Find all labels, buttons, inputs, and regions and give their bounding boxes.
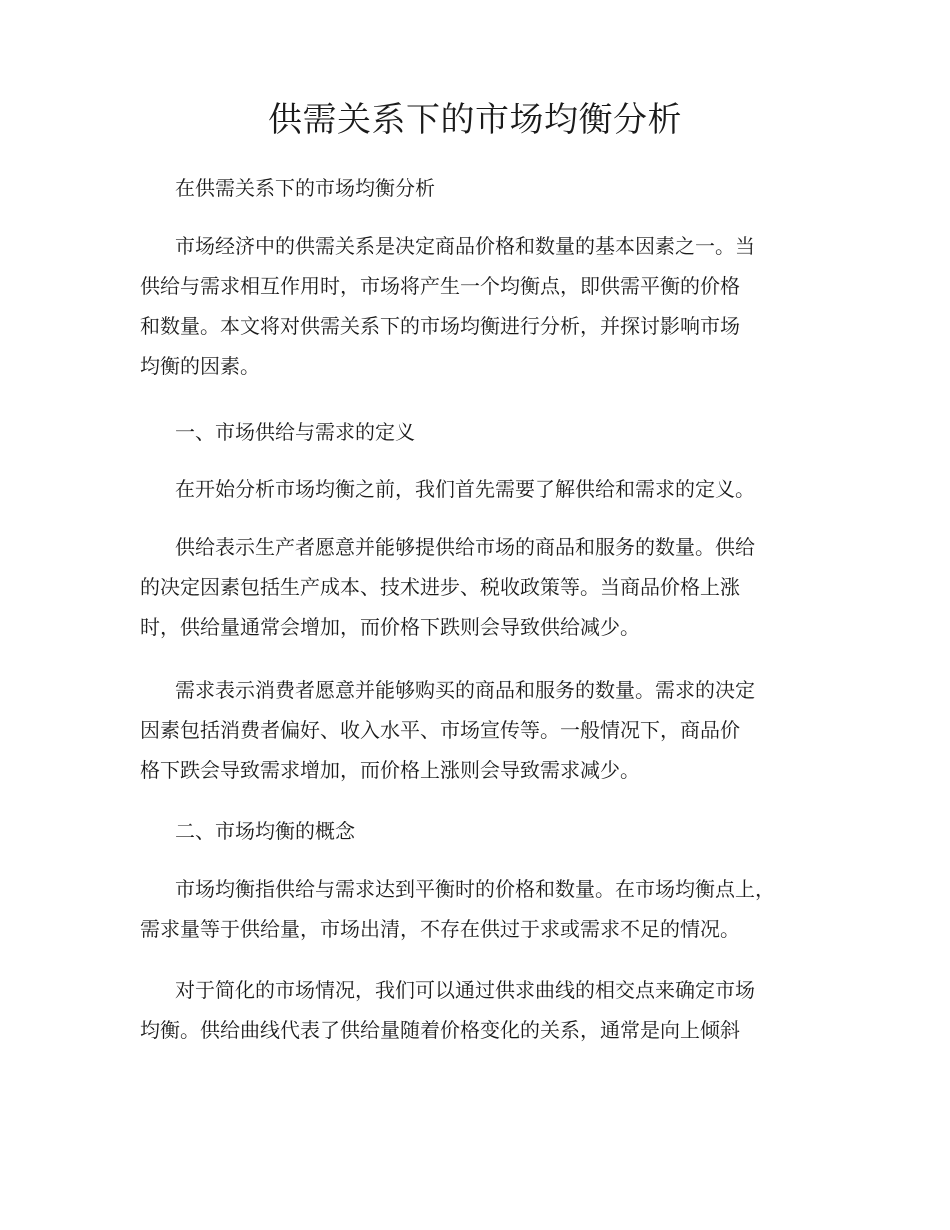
heading-line: 一、市场供给与需求的定义 [175,420,415,444]
intro-paragraph [140,226,810,386]
paragraph-line: 在供需关系下的市场均衡分析 [175,176,435,200]
paragraph-line: 需求表示消费者愿意并能够购买的商品和服务的数量。需求的决定 [175,678,755,702]
paragraph-line: 供给表示生产者愿意并能够提供给市场的商品和服务的数量。供给 [175,535,755,559]
document-title: 供需关系下的市场均衡分析 [268,100,682,140]
paragraph-line: 和数量。本文将对供需关系下的市场均衡进行分析，并探讨影响市场 [140,314,740,338]
paragraph-line: 均衡的因素。 [140,354,260,378]
paragraph-line: 市场均衡指供给与需求达到平衡时的价格和数量。在市场均衡点上， [175,877,775,901]
subtitle-paragraph [140,168,810,208]
paragraph-line: 市场经济中的供需关系是决定商品价格和数量的基本因素之一。当 [175,234,755,258]
section-heading-2 [140,811,810,851]
curves-paragraph [140,970,810,1050]
demand-paragraph [140,670,810,790]
paragraph-line: 因素包括消费者偏好、收入水平、市场宣传等。一般情况下，商品价 [140,718,740,742]
paragraph-line: 格下跌会导致需求增加，而价格上涨则会导致需求减少。 [140,758,640,782]
paragraph-line: 的决定因素包括生产成本、技术进步、税收政策等。当商品价格上涨 [140,575,740,599]
paragraph-line: 供给与需求相互作用时，市场将产生一个均衡点，即供需平衡的价格 [140,274,740,298]
paragraph-line: 在开始分析市场均衡之前，我们首先需要了解供给和需求的定义。 [175,477,755,501]
paragraph-line: 对于简化的市场情况，我们可以通过供求曲线的相交点来确定市场 [175,978,755,1002]
heading-line: 二、市场均衡的概念 [175,819,355,843]
supply-paragraph [140,527,810,647]
section-heading-1 [140,412,810,452]
paragraph-line: 时，供给量通常会增加，而价格下跌则会导致供给减少。 [140,615,640,639]
paragraph-line: 均衡。供给曲线代表了供给量随着价格变化的关系，通常是向上倾斜 [140,1018,740,1042]
equilibrium-paragraph [140,869,810,949]
paragraph-line: 需求量等于供给量，市场出清，不存在供过于求或需求不足的情况。 [140,917,740,941]
definition-paragraph [140,469,810,509]
